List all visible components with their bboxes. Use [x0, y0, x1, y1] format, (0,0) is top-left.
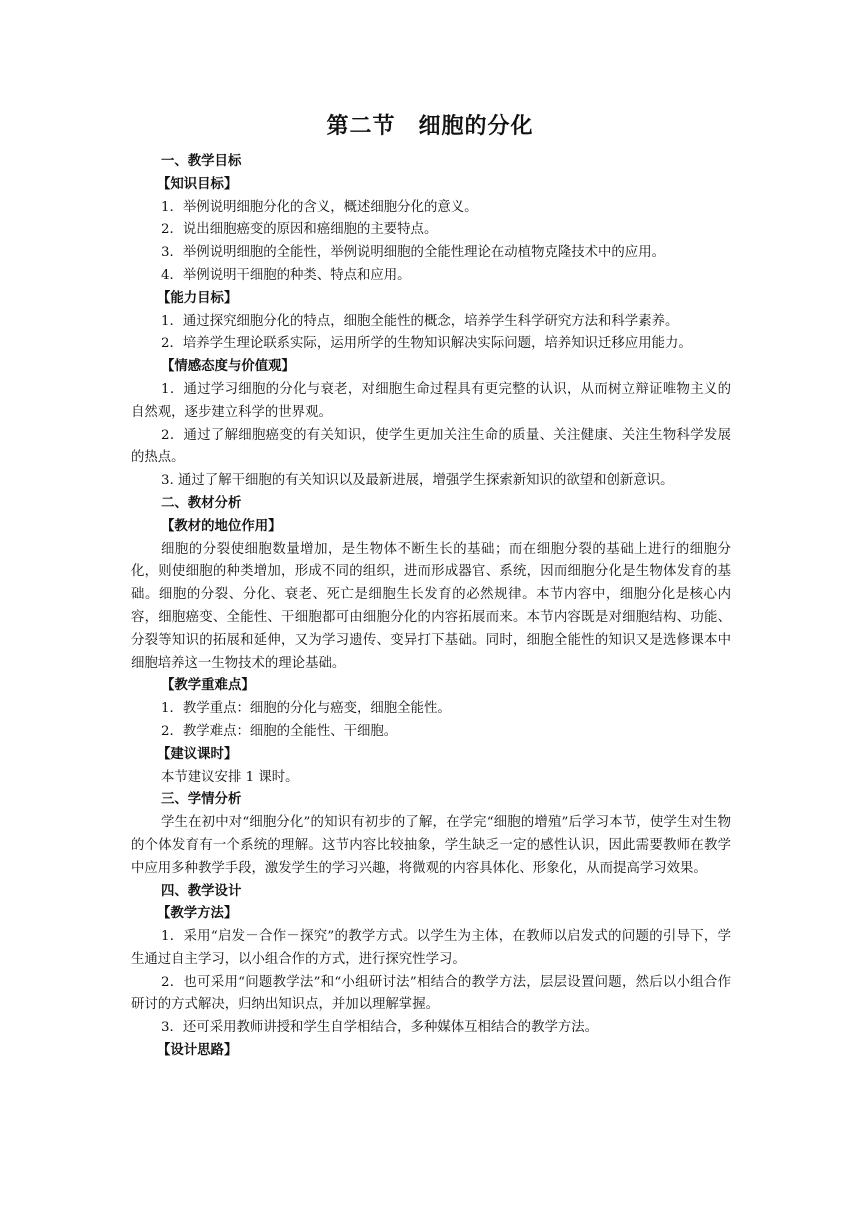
list-item: 1．通过探究细胞分化的特点，细胞全能性的概念，培养学生科学研究方法和科学素养。	[161, 313, 679, 329]
subheading-method: 【教学方法】	[157, 906, 238, 922]
subheading-hours: 【建议课时】	[157, 746, 238, 762]
subheading-position: 【教材的地位作用】	[161, 518, 282, 534]
section-heading-students: 三、学情分析	[161, 792, 242, 808]
section-heading-materials: 二、教材分析	[161, 495, 242, 511]
list-item: 2．也可采用“问题教学法”和“小组研讨法”相结合的教学方法，层层设置问题，然后以小组合作研讨的方式解决，归纳出知识点，并加以理解掌握。	[131, 974, 731, 1013]
list-item: 2．说出细胞癌变的原因和癌细胞的主要特点。	[161, 222, 438, 238]
list-item: 3．还可采用教师讲授和学生自学相结合，多种媒体互相结合的教学方法。	[161, 1020, 599, 1036]
subheading-ability: 【能力目标】	[157, 290, 238, 306]
subheading-emotion: 【情感态度与价值观】	[161, 359, 295, 375]
list-item: 1．举例说明细胞分化的含义，概述细胞分化的意义。	[161, 199, 478, 215]
section-heading-objectives: 一、教学目标	[161, 154, 242, 169]
list-item: 4．举例说明干细胞的种类、特点和应用。	[161, 267, 411, 283]
list-item: 1．采用“启发－合作－探究”的教学方式。以学生为主体，在教师以启发式的问题的引导下，学生通过自主学习，以小组合作的方式，进行探究性学习。	[131, 929, 731, 967]
subheading-key-points: 【教学重难点】	[161, 678, 255, 694]
list-item: 3．举例说明细胞的全能性，举例说明细胞的全能性理论在动植物克隆技术中的应用。	[161, 245, 665, 261]
page-title: 第二节 细胞的分化	[326, 114, 534, 139]
list-item: 2．教学难点：细胞的全能性、干细胞。	[161, 723, 398, 739]
list-item: 2．培养学生理论联系实际，运用所学的生物知识解决实际问题，培养知识迁移应用能力。	[161, 336, 692, 352]
list-item: 1．教学重点：细胞的分化与癌变，细胞全能性。	[161, 701, 451, 717]
list-item: 1．通过学习细胞的分化与衰老，对细胞生命过程具有更完整的认识，从而树立辩证唯物主义的自然观，逐步建立科学的世界观。	[131, 381, 731, 420]
paragraph-hours: 本节建议安排 1 课时。	[161, 769, 299, 785]
subheading-design-idea: 【设计思路】	[157, 1043, 238, 1059]
subheading-knowledge: 【知识目标】	[157, 176, 238, 192]
paragraph-students: 学生在初中对“细胞分化”的知识有初步的了解，在学完“细胞的增殖”后学习本节，使学生对生物的个体发育有一个系统的理解。这节内容比较抽象，学生缺乏一定的感性认识，因此需要教师在教学中应用多种教学手段，激发学生的学习兴趣，将微观的内容具体化、形象化，从而提高学习效果。	[131, 815, 731, 876]
section-heading-design: 四、教学设计	[161, 883, 242, 899]
document-body	[131, 151, 731, 1063]
paragraph-position: 细胞的分裂使细胞数量增加，是生物体不断生长的基础；而在细胞分裂的基础上进行的细胞分化，则使细胞的种类增加，形成不同的组织，进而形成器官、系统，因而细胞分化是生物体发育的基础。细胞的分裂、分化、衰老、死亡是细胞生长发育的必然规律。本节内容中，细胞分化是核心内容，细胞癌变、全能性、干细胞都可由细胞分化的内容拓展而来。本节内容既是对细胞结构、功能、分裂等知识的拓展和延伸，又为学习遗传、变异打下基础。同时，细胞全能性的知识又是选修课本中细胞培养这一生物技术的理论基础。	[131, 541, 731, 671]
list-item: 2．通过了解细胞癌变的有关知识，使学生更加关注生命的质量、关注健康、关注生物科学发展的热点。	[131, 427, 731, 466]
list-item: 3. 通过了解干细胞的有关知识以及最新进展，增强学生探索新知识的欲望和创新意识。	[161, 473, 674, 489]
